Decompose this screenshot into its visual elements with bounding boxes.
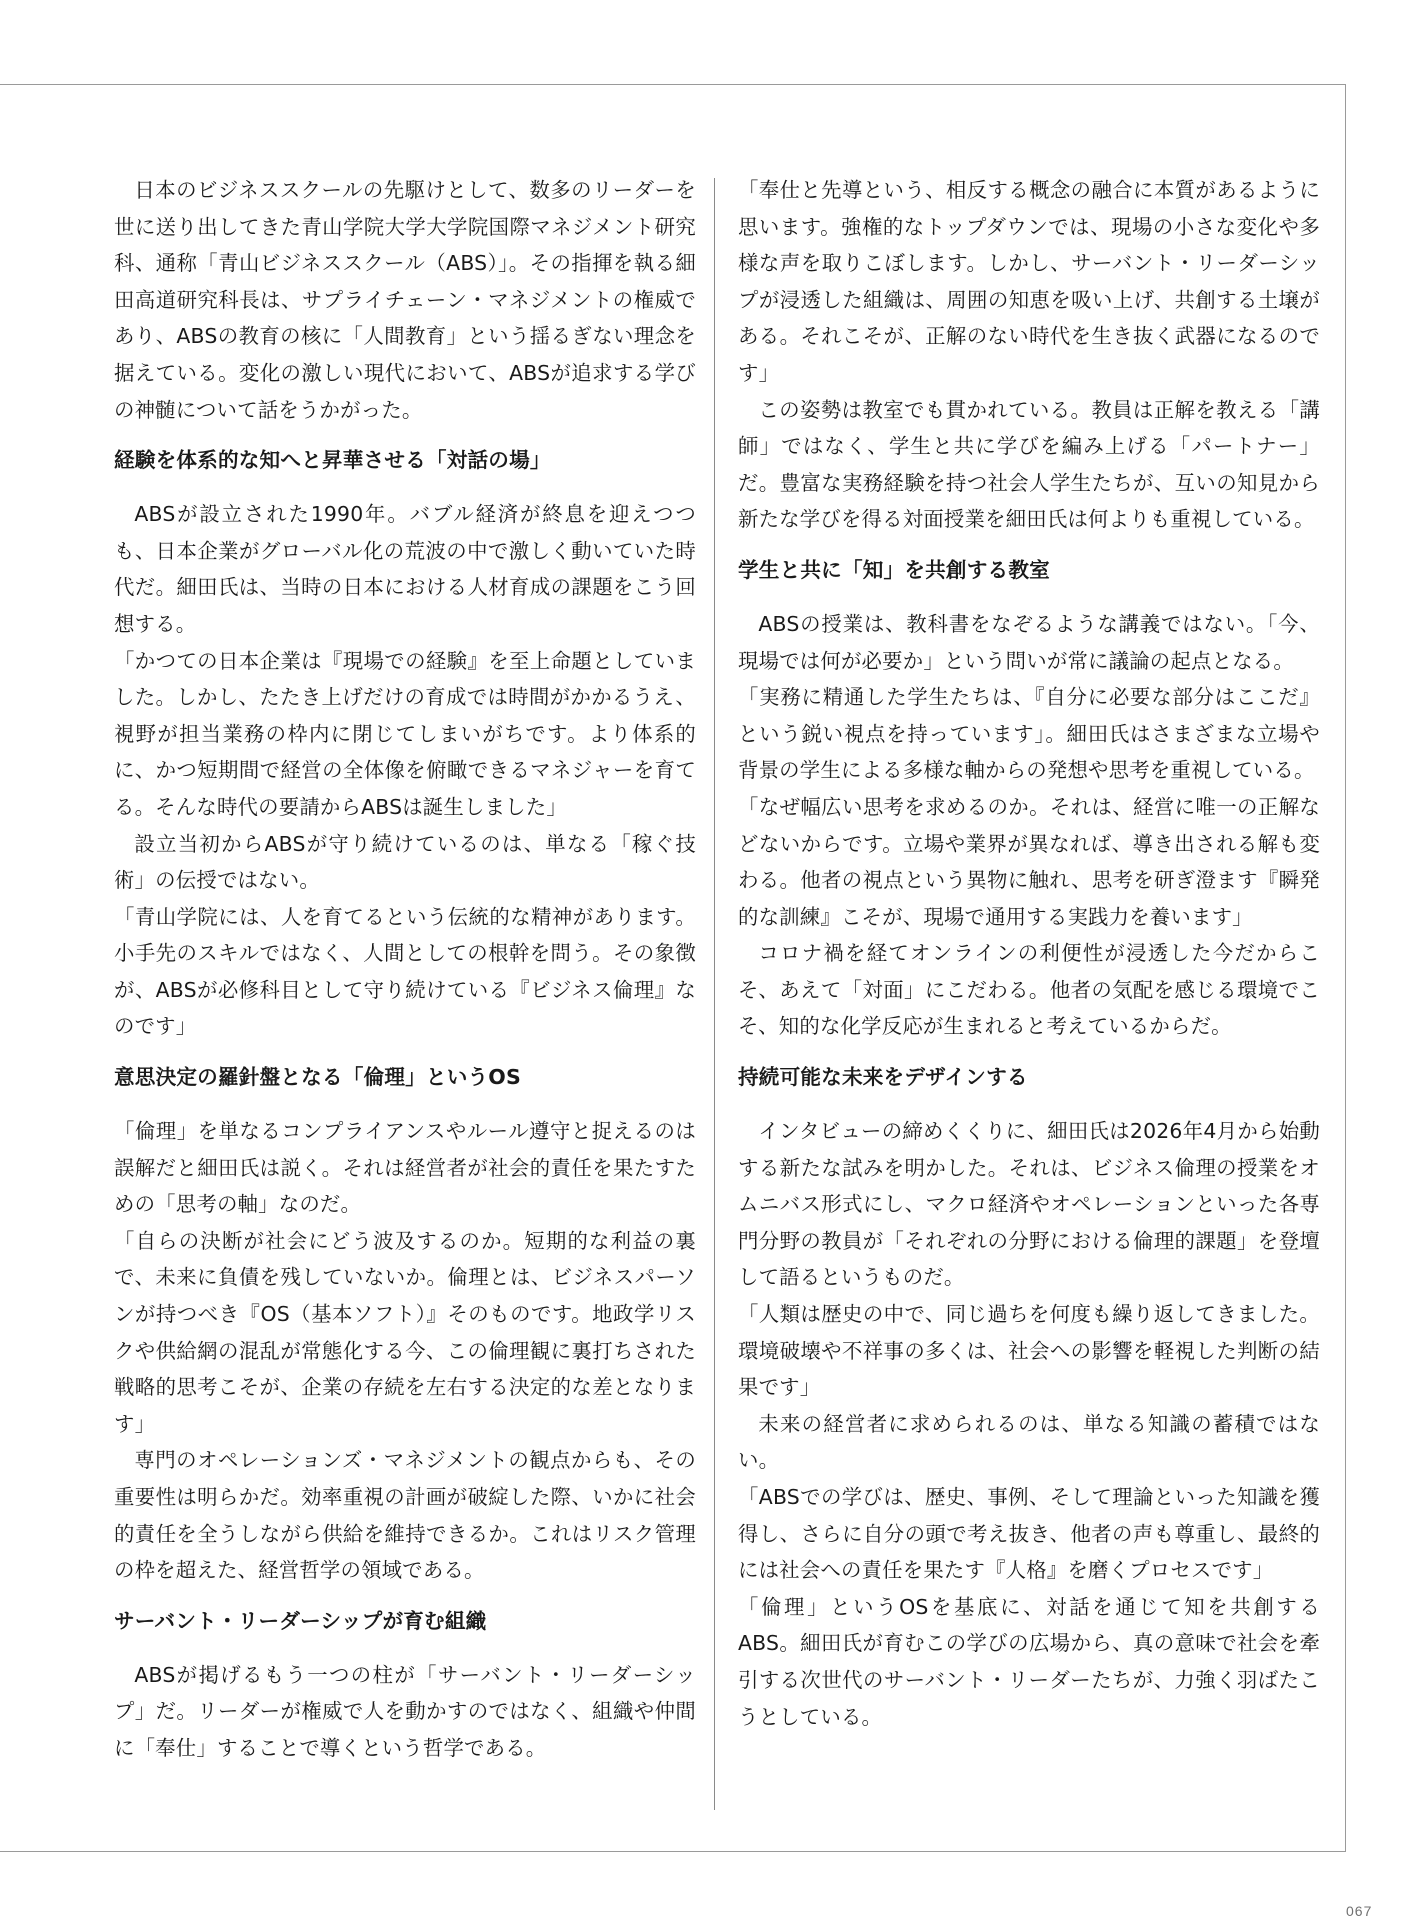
paragraph: 専門のオペレーションズ・マネジメントの観点からも、その重要性は明らかだ。効率重視の計画が破綻した際、いかに社会的責任を全うしながら供給を維持できるか。これはリスク管理の枠を超えた、経営哲学の領域である。	[114, 1448, 696, 1583]
paragraph: 日本のビジネススクールの先駆けとして、数多のリーダーを世に送り出してきた青山学院大学大学院国際マネジメント研究科、通称「青山ビジネススクール（ABS）」。その指揮を執る細田高道研究科長は、サプライチェーン・マネジメントの権威であり、ABSの教育の核に「人間教育」という揺るぎない理念を据えている。変化の激しい現代において、ABSが追求する学びの神髄について話をうかがった。	[114, 178, 696, 422]
paragraph: 設立当初からABSが守り続けているのは、単なる「稼ぐ技術」の伝授ではない。	[114, 831, 696, 893]
quote-paragraph: 「青山学院には、人を育てるという伝統的な精神があります。小手先のスキルではなく、人間としての根幹を問う。その象徴が、ABSが必修科目として守り続けている『ビジネス倫理』なのです」	[114, 904, 696, 1039]
quote-paragraph: 「かつての日本企業は『現場での経験』を至上命題としていました。しかし、たたき上げだけの育成では時間がかかるうえ、視野が担当業務の枠内に閉じてしまいがちです。より体系的に、かつ短期間で経営の全体像を俯瞰できるマネジャーを育てる。そんな時代の要請からABSは誕生しました」	[114, 648, 696, 819]
quote-paragraph: 「自らの決断が社会にどう波及するのか。短期的な利益の裏で、未来に負債を残していないか。倫理とは、ビジネスパーソンが持つべき『OS（基本ソフト）』そのものです。地政学リスクや供給網の混乱が常態化する今、この倫理観に裏打ちされた戦略的思考こそが、企業の存続を左右する決定的な差となります」	[114, 1228, 696, 1436]
paragraph: ABSが設立された1990年。バブル経済が終息を迎えつつも、日本企業がグローバル化の荒波の中で激しく動いていた時代だ。細田氏は、当時の日本における人材育成の課題をこう回想する。	[114, 502, 696, 636]
quote-paragraph: 「実務に精通した学生たちは、『自分に必要な部分はここだ』という鋭い視点を持っています」。細田氏はさまざまな立場や背景の学生による多様な軸からの発想や思考を重視している。	[738, 685, 1320, 783]
paragraph: 未来の経営者に求められるのは、単なる知識の蓄積ではない。	[738, 1411, 1320, 1473]
paragraph: コロナ禍を経てオンラインの利便性が浸透した今だからこそ、あえて「対面」にこだわる。他者の気配を感じる環境でこそ、知的な化学反応が生まれると考えているからだ。	[738, 941, 1320, 1039]
paragraph: インタビューの締めくくりに、細田氏は2026年4月から始動する新たな試みを明かした。それは、ビジネス倫理の授業をオムニバス形式にし、マクロ経済やオペレーションといった各専門分野の教員が「それぞれの分野における倫理的課題」を登壇して語るというものだ。	[738, 1119, 1320, 1290]
quote-paragraph: 「人類は歴史の中で、同じ過ちを何度も繰り返してきました。環境破壊や不祥事の多くは、社会への影響を軽視した判断の結果です」	[738, 1302, 1320, 1400]
quote-paragraph: 「倫理」というOSを基底に、対話を通じて知を共創するABS。細田氏が育むこの学びの広場から、真の意味で社会を牽引する次世代のサーバント・リーダーたちが、力強く羽ばたこうとしている。	[738, 1594, 1320, 1729]
left-column	[114, 172, 696, 1767]
section-heading: 意思決定の羅針盤となる「倫理」というOS	[114, 1065, 522, 1090]
paragraph: ABSが掲げるもう一つの柱が「サーバント・リーダーシップ」だ。リーダーが権威で人を動かすのではなく、組織や仲間に「奉仕」することで導くという哲学である。	[114, 1662, 696, 1760]
quote-paragraph: 「なぜ幅広い思考を求めるのか。それは、経営に唯一の正解などないからです。立場や業界が異なれば、導き出される解も変わる。他者の視点という異物に触れ、思考を研ぎ澄ます『瞬発的な訓練』こそが、現場で通用する実践力を養います」	[738, 794, 1320, 929]
right-column	[738, 172, 1320, 1735]
column-divider	[714, 178, 715, 1810]
page-number: 067	[1346, 1903, 1373, 1919]
section-heading: サーバント・リーダーシップが育む組織	[114, 1608, 487, 1633]
paragraph: この姿勢は教室でも貫かれている。教員は正解を教える「講師」ではなく、学生と共に学びを編み上げる「パートナー」だ。豊富な実務経験を持つ社会人学生たちが、互いの知見から新たな学びを得る対面授業を細田氏は何よりも重視している。	[738, 397, 1320, 532]
section-heading: 学生と共に「知」を共創する教室	[738, 557, 1050, 582]
section-heading: 持続可能な未来をデザインする	[738, 1065, 1028, 1090]
quote-paragraph: 「ABSでの学びは、歴史、事例、そして理論といった知識を獲得し、さらに自分の頭で考え抜き、他者の声も尊重し、最終的には社会への責任を果たす『人格』を磨くプロセスです」	[738, 1485, 1320, 1583]
paragraph: 「倫理」を単なるコンプライアンスやルール遵守と捉えるのは誤解だと細田氏は説く。それは経営者が社会的責任を果たすための「思考の軸」なのだ。	[114, 1119, 696, 1217]
paragraph: ABSの授業は、教科書をなぞるような講義ではない。「今、現場では何が必要か」という問いが常に議論の起点となる。	[738, 611, 1320, 673]
quote-paragraph: 「奉仕と先導という、相反する概念の融合に本質があるように思います。強権的なトップダウンでは、現場の小さな変化や多様な声を取りこぼします。しかし、サーバント・リーダーシップが浸透した組織は、周囲の知恵を吸い上げ、共創する土壌がある。それこそが、正解のない時代を生き抜く武器になるのです」	[738, 178, 1320, 385]
section-heading: 経験を体系的な知へと昇華させる「対話の場」	[114, 448, 551, 473]
